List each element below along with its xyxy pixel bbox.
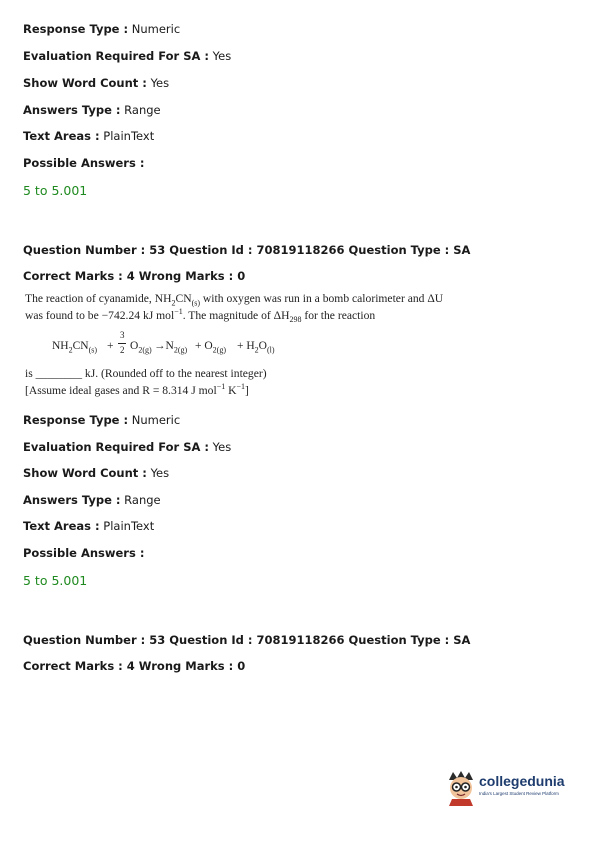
question-text-line-4: [Assume ideal gases and R = 8.314 J mol$^{-1}$ $K^{-1}$] <box>25 382 249 397</box>
mascot-icon <box>445 770 477 806</box>
question-text-line-3: is ________ kJ. (Rounded off to the nearest integer) <box>25 367 267 380</box>
question-marks: Correct Marks : 4 Wrong Marks : 0 <box>23 659 246 673</box>
show-word-count-row: Show Word Count : Yes <box>23 466 170 480</box>
possible-answer-value: 5 to 5.001 <box>23 183 88 198</box>
text-areas-row: Text Areas : PlainText <box>23 519 155 533</box>
possible-answers-label: Possible Answers : <box>23 156 145 170</box>
evaluation-required-row: Evaluation Required For SA : Yes <box>23 49 232 63</box>
question-header: Question Number : 53 Question Id : 70819118266 Question Type : SA <box>23 243 471 257</box>
possible-answers-label: Possible Answers : <box>23 546 145 560</box>
question-text-line-2: was found to be −742.24 kJ mol$^{-1}$. The magnitude of $\Delta H_{298}$ for the reaction <box>25 307 376 325</box>
fraction-bar <box>118 343 126 344</box>
question-header: Question Number : 53 Question Id : 70819118266 Question Type : SA <box>23 633 471 647</box>
response-type-row: Response Type : Numeric <box>23 22 181 36</box>
logo-tagline: India's Largest Student Review Platform <box>479 791 559 796</box>
reaction-equation: $NH_2CN_{(s)}$ + 3 2 $O_{2(g)}$ $\to N_{2(g)}$ + $O_{2(g)}$ + $H_2O_{(l)}$ <box>52 330 275 355</box>
evaluation-required-row: Evaluation Required For SA : Yes <box>23 440 232 454</box>
possible-answer-value: 5 to 5.001 <box>23 573 88 588</box>
fraction-denominator: 2 <box>120 345 125 355</box>
fraction-numerator: 3 <box>120 330 125 340</box>
answers-type-row: Answers Type : Range <box>23 493 161 507</box>
collegedunia-logo <box>445 770 570 810</box>
answers-type-row: Answers Type : Range <box>23 103 161 117</box>
show-word-count-row: Show Word Count : Yes <box>23 76 170 90</box>
question-text-line-1: The reaction of cyanamide, $NH_2CN_{(s)}$ with oxygen was run in a bomb calorimeter and ΔU <box>25 292 444 308</box>
text-areas-row: Text Areas : PlainText <box>23 129 155 143</box>
question-marks: Correct Marks : 4 Wrong Marks : 0 <box>23 269 246 283</box>
response-type-row: Response Type : Numeric <box>23 413 181 427</box>
logo-wordmark: collegedunia <box>479 773 565 789</box>
